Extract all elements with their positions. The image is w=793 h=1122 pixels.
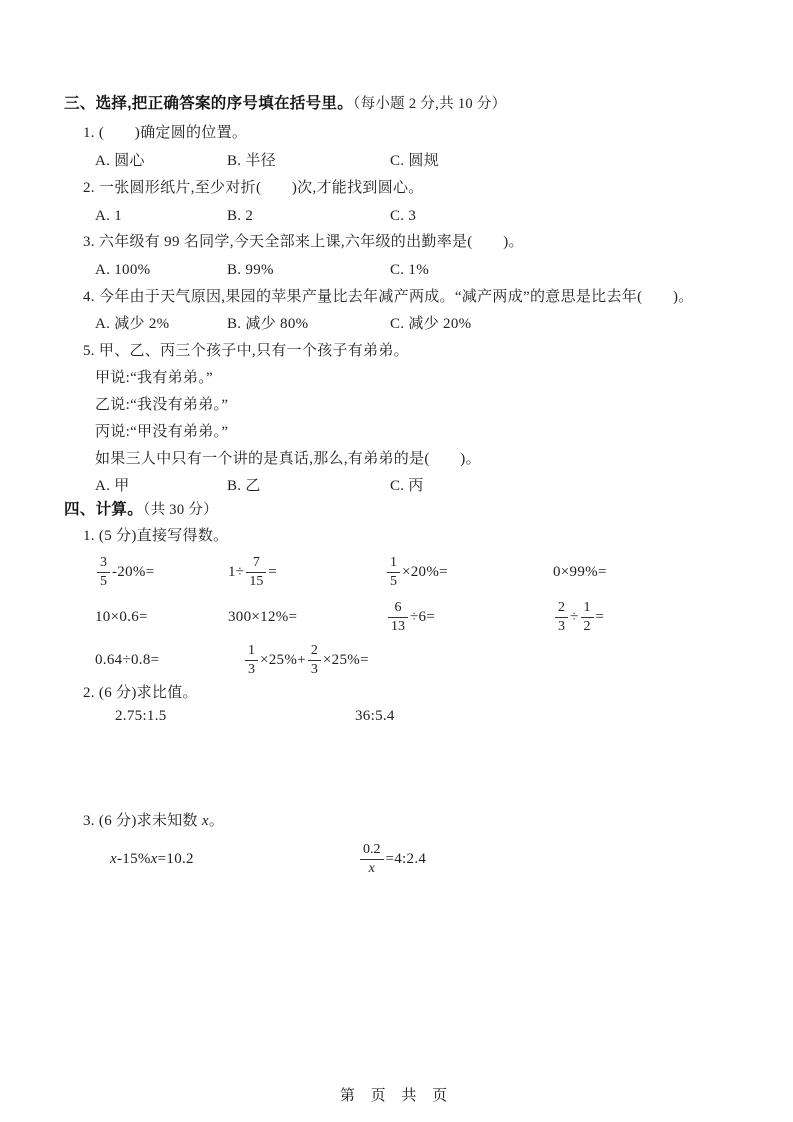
section4-title-text: 四、计算。 <box>64 501 144 518</box>
section3-title <box>64 92 506 116</box>
eq-tail: =4:2.4 <box>385 851 427 867</box>
sub3-x-variable: x <box>201 813 209 829</box>
page-footer: 第 页 共 页 <box>339 1088 454 1104</box>
expr-0-times-99pct: 0×99%= <box>553 564 607 580</box>
frac-den: 5 <box>97 572 110 589</box>
fraction <box>308 644 321 677</box>
q5-statement-bing: 丙说:“甲没有弟弟。” <box>95 424 229 440</box>
question-2-text: 2. 一张圆形纸片,至少对折( )次,才能找到圆心。 <box>83 180 424 196</box>
frac-num: 1 <box>583 600 591 616</box>
q2-option-a: A. 1 <box>95 208 123 224</box>
calc-row-1 <box>0 549 793 595</box>
expr-3-5-minus-20pct <box>95 549 154 595</box>
equation-row <box>0 836 793 882</box>
expr-mid: ÷ <box>570 609 579 625</box>
calc-row-2 <box>0 594 793 640</box>
q5-option-a: A. 甲 <box>95 478 130 494</box>
section4-title-note: （共 30 分） <box>143 502 218 518</box>
expr-tail: = <box>595 609 605 625</box>
expr-1-3-25pct-plus-2-3-25pct <box>243 637 369 683</box>
q4-option-b: B. 减少 80% <box>227 316 309 332</box>
expr-tail: = <box>268 564 278 580</box>
calc-row-3 <box>0 637 793 683</box>
fraction <box>97 556 110 589</box>
question-1-text: 1. ( )确定圆的位置。 <box>83 125 248 141</box>
frac-num: 0.2 <box>363 842 381 858</box>
frac-den: 3 <box>245 660 258 677</box>
frac-num: 7 <box>252 555 260 571</box>
q1-option-c: C. 圆规 <box>390 153 440 169</box>
frac-num: 6 <box>394 600 402 616</box>
frac-den: 3 <box>555 617 568 634</box>
q5-statement-yi: 乙说:“我没有弟弟。” <box>95 397 229 413</box>
q5-conclusion: 如果三人中只有一个讲的是真话,那么,有弟弟的是( )。 <box>95 451 481 467</box>
expr-6-13-div-6 <box>386 594 435 640</box>
expr-1-5-times-20pct <box>385 549 448 595</box>
question-1-options <box>0 149 793 173</box>
eq-mid: -15% <box>116 851 151 867</box>
expr-tail: ×20%= <box>402 564 448 580</box>
q2-option-b: B. 2 <box>227 208 254 224</box>
q5-option-c: C. 丙 <box>390 478 424 494</box>
calc-sub1-label: 1. (5 分)直接写得数。 <box>83 528 229 544</box>
expr-300-times-12pct: 300×12%= <box>228 609 298 625</box>
q3-option-a: A. 100% <box>95 262 151 278</box>
fraction <box>387 556 400 589</box>
q3-option-c: C. 1% <box>390 262 429 278</box>
expr-mid: ×25%+ <box>260 652 306 668</box>
equation-1 <box>110 836 194 882</box>
fraction <box>388 601 408 634</box>
q4-option-a: A. 减少 2% <box>95 316 170 332</box>
question-5-options <box>0 474 793 498</box>
expr-064-div-08: 0.64÷0.8= <box>95 652 160 668</box>
question-4-text: 4. 今年由于天气原因,果园的苹果产量比去年减产两成。“减产两成”的意思是比去年( )。 <box>83 289 694 305</box>
expr-1-div-7-15 <box>228 549 277 595</box>
frac-den: 15 <box>246 572 266 589</box>
q1-option-b: B. 半径 <box>227 153 277 169</box>
frac-num: 1 <box>248 643 255 659</box>
expr-tail: -20%= <box>112 564 155 580</box>
calc-sub2-label: 2. (6 分)求比值。 <box>83 685 198 701</box>
frac-num: 1 <box>390 555 397 571</box>
x-variable: x <box>150 851 158 867</box>
equation-2 <box>358 836 426 882</box>
fraction <box>555 601 568 634</box>
fraction <box>581 601 594 634</box>
fraction <box>360 843 384 876</box>
section3-title-note: （每小题 2 分,共 10 分） <box>353 96 507 112</box>
expr-tail: ÷6= <box>410 609 436 625</box>
x-variable: x <box>110 851 117 867</box>
question-3-options <box>0 258 793 282</box>
section3-title-text: 三、选择,把正确答案的序号填在括号里。 <box>64 95 354 112</box>
frac-den: 2 <box>581 617 594 634</box>
sub3-period: 。 <box>208 813 225 829</box>
ratio-2: 36:5.4 <box>355 708 395 724</box>
q4-option-c: C. 减少 20% <box>390 316 472 332</box>
expr-head: 1÷ <box>228 564 245 580</box>
frac-num: 2 <box>558 600 565 616</box>
expr-10-times-06: 10×0.6= <box>95 609 148 625</box>
question-4-options <box>0 312 793 336</box>
frac-den: 3 <box>308 660 321 677</box>
q5-option-b: B. 乙 <box>227 478 261 494</box>
frac-num: 2 <box>310 643 318 659</box>
calc-sub3-label <box>83 809 224 833</box>
frac-den: 13 <box>388 617 408 634</box>
ratio-1: 2.75:1.5 <box>115 708 167 724</box>
frac-den: 5 <box>387 572 400 589</box>
frac-num: 3 <box>100 555 107 571</box>
question-2-options <box>0 204 793 228</box>
expr-tail: ×25%= <box>322 652 369 668</box>
question-3-text: 3. 六年级有 99 名同学,今天全部来上课,六年级的出勤率是( )。 <box>83 234 524 250</box>
q5-statement-jia: 甲说:“我有弟弟。” <box>95 370 213 386</box>
q1-option-a: A. 圆心 <box>95 153 145 169</box>
ratio-row <box>0 704 793 728</box>
question-5-text: 5. 甲、乙、丙三个孩子中,只有一个孩子有弟弟。 <box>83 343 409 359</box>
sub3-text: 3. (6 分)求未知数 <box>83 813 202 829</box>
fraction <box>246 556 266 589</box>
q2-option-c: C. 3 <box>390 208 417 224</box>
section4-title <box>64 498 218 522</box>
eq-tail: =10.2 <box>157 851 194 867</box>
fraction <box>245 644 258 677</box>
expr-2-3-div-1-2 <box>553 594 604 640</box>
q3-option-b: B. 99% <box>227 262 274 278</box>
frac-den-x: x <box>360 859 384 876</box>
